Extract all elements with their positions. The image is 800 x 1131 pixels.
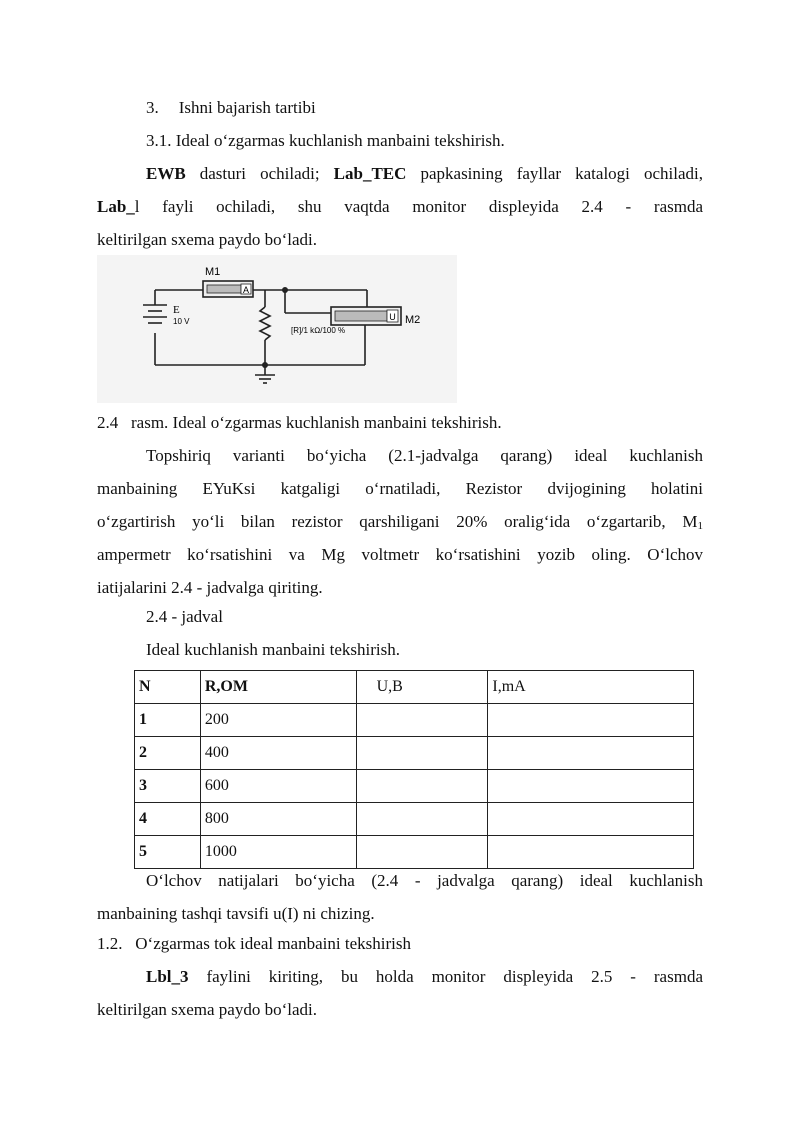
cell-u xyxy=(356,737,488,770)
cell-i xyxy=(488,704,694,737)
paragraph-line: keltirilgan sxema paydo bo‘ladi. xyxy=(97,1000,317,1019)
bold-term: Lbl_3 xyxy=(146,967,189,986)
paragraph-line: Lbl_3 faylini kiriting, bu holda monitor displeyida 2.5 - rasmda xyxy=(146,967,703,986)
paragraph-line: manbaining EYuKsi katgaligi o‘rnatiladi, Rezistor dvijogining holatini xyxy=(97,479,703,498)
resistor-label: [R]/1 kΩ/100 % xyxy=(291,326,346,335)
table-title: Ideal kuchlanish manbaini tekshirish. xyxy=(146,640,400,659)
circuit-figure xyxy=(97,255,457,403)
bold-term: Lab_TEC xyxy=(333,164,407,183)
ammeter-label: M1 xyxy=(205,266,221,278)
cell-n: 4 xyxy=(135,803,201,836)
table-row xyxy=(135,836,694,869)
cell-n: 5 xyxy=(135,836,201,869)
cell-i xyxy=(488,737,694,770)
paragraph-line: ampermetr ko‘rsatishini va Mg voltmetr ko‘rsatishini yozib oling. O‘lchov xyxy=(97,545,703,564)
voltmeter-letter: U xyxy=(389,312,396,322)
cell-r: 600 xyxy=(200,770,356,803)
results-table xyxy=(134,670,694,869)
cell-n: 2 xyxy=(135,737,201,770)
paragraph-line: O‘lchov natijalari bo‘yicha (2.4 - jadvalga qarang) ideal kuchlanish xyxy=(146,871,703,890)
table-label: 2.4 - jadval xyxy=(146,607,223,626)
cell-r: 1000 xyxy=(200,836,356,869)
cell-u xyxy=(356,770,488,803)
paragraph-line: manbaining tashqi tavsifi u(I) ni chizing. xyxy=(97,904,375,923)
circuit-diagram xyxy=(97,255,457,403)
ammeter-letter: A xyxy=(242,285,250,295)
cell-u xyxy=(356,836,488,869)
bold-term: Lab_ xyxy=(97,197,135,216)
header-u: U,B xyxy=(356,671,488,704)
paragraph-line: iatijalarini 2.4 - jadvalga qiriting. xyxy=(97,578,323,597)
section-title: Ishni bajarish tartibi xyxy=(178,98,316,117)
paragraph-line: keltirilgan sxema paydo bo‘ladi. xyxy=(97,230,317,249)
cell-r: 400 xyxy=(200,737,356,770)
header-i: I,mA xyxy=(488,671,694,704)
paragraph-line: Topshiriq varianti bo‘yicha (2.1-jadvalga qarang) ideal kuchlanish xyxy=(146,446,703,465)
cell-i xyxy=(488,836,694,869)
subscript: 1 xyxy=(697,520,703,532)
section-heading xyxy=(146,98,316,118)
cell-n: 1 xyxy=(135,704,201,737)
bold-term: EWB xyxy=(146,164,186,183)
paragraph-line: Lab_l fayli ochiladi, shu vaqtda monitor displeyida 2.4 - rasmda xyxy=(97,197,703,216)
table-row xyxy=(135,770,694,803)
header-r: R,OM xyxy=(200,671,356,704)
source-value: 10 V xyxy=(173,317,190,326)
cell-i xyxy=(488,803,694,836)
cell-i xyxy=(488,770,694,803)
figure-caption: 2.4 rasm. Ideal o‘zgarmas kuchlanish manbaini tekshirish. xyxy=(97,413,502,432)
paragraph-line: EWB dasturi ochiladi; Lab_TEC papkasining fayllar katalogi ochiladi, xyxy=(146,164,703,183)
table-row xyxy=(135,737,694,770)
cell-u xyxy=(356,803,488,836)
cell-n: 3 xyxy=(135,770,201,803)
section-number: 3. xyxy=(146,98,159,117)
header-n: N xyxy=(135,671,201,704)
table-header-row xyxy=(135,671,694,704)
cell-r: 200 xyxy=(200,704,356,737)
table-row xyxy=(135,803,694,836)
paragraph-line: o‘zgartirish yo‘li bilan rezistor qarshiligani 20% oralig‘ida o‘zgartarib, M1 xyxy=(97,512,703,532)
cell-r: 800 xyxy=(200,803,356,836)
section-heading-2: 1.2. O‘zgarmas tok ideal manbaini tekshirish xyxy=(97,934,411,953)
source-label: E xyxy=(173,304,180,316)
voltmeter-label: M2 xyxy=(405,314,421,326)
cell-u xyxy=(356,704,488,737)
table-row xyxy=(135,704,694,737)
subsection-heading: 3.1. Ideal o‘zgarmas kuchlanish manbaini tekshirish. xyxy=(146,131,505,150)
